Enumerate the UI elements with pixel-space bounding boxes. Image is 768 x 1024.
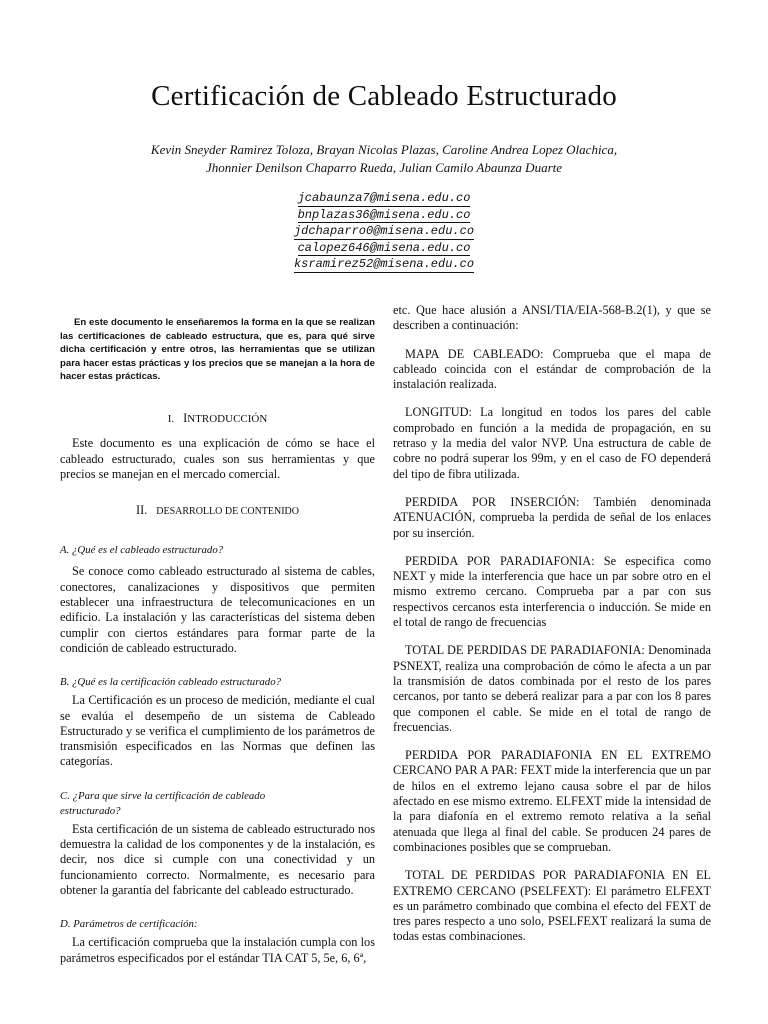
email-list <box>0 190 768 273</box>
subsection-heading-b: B. ¿Qué es la certificación cableado estructurado? <box>60 676 281 689</box>
email-link[interactable]: calopez646@misena.edu.co <box>297 240 471 255</box>
section-title: DESARROLLO DE CONTENIDO <box>156 506 300 518</box>
author-line: Kevin Sneyder Ramirez Toloza, Brayan Nicolas Plazas, Caroline Andrea Lopez Olachica, <box>150 142 618 157</box>
subsection-heading-a: A. ¿Qué es el cableado estructurado? <box>60 544 224 557</box>
author-line: Jhonnier Denilson Chaparro Rueda, Julian Camilo Abaunza Duarte <box>205 159 563 175</box>
paragraph: TOTAL DE PERDIDAS DE PARADIAFONIA: Denominada PSNEXT, realiza una comprobación de cómo le afecta a un par la transmisión de datos combinada por el resto de los pares cercanos, por tanto se deberá realizar para a par con los 8 pares que componen el cable. Se mide en el total de rango de frecuencias. <box>393 643 711 734</box>
author-list <box>0 141 768 176</box>
email-link[interactable]: bnplazas36@misena.edu.co <box>297 207 471 222</box>
section-number: I. <box>167 412 175 425</box>
paragraph: etc. Que hace alusión a ANSI/TIA/EIA-568-B.2(1), y que se describen a continuación: <box>393 303 711 333</box>
paragraph: PERDIDA POR PARADIAFONIA EN EL EXTREMO CERCANO PAR A PAR: FEXT mide la interferencia que un par de hilos en el extremo lejano causa sobre el par de hilos afectado en ese mismo extremo. ELFEXT mide la intensidad de la para diafonía en el extremo remoto relativa a la señal atenuada que llega al final del cable. Se producen 24 pares de combinaciones posibles que se comprueban. <box>393 748 711 854</box>
section-title: INTRODUCCIÓN <box>183 410 268 425</box>
email-link[interactable]: ksramirez52@misena.edu.co <box>293 257 475 271</box>
section-heading-development <box>60 503 375 519</box>
subsection-heading-d: D. Parámetros de certificación: <box>60 918 198 931</box>
section-heading-introduction <box>60 411 375 427</box>
email-link[interactable]: jdchaparro0@misena.edu.co <box>293 224 475 238</box>
paper-title: Certificación de Cableado Estructurado <box>151 80 617 112</box>
right-column <box>393 303 711 958</box>
introduction-paragraph: Este documento es una explicación de cómo se hace el cableado estructurado, cuales son sus herramientas y que precios se manejan en el mercado comercial. <box>60 436 375 481</box>
paragraph: MAPA DE CABLEADO: Comprueba que el mapa de cableado coincida con el estándar de comprobación de la instalación realizada. <box>393 346 711 392</box>
subsection-c-paragraph: Esta certificación de un sistema de cableado estructurado nos demuestra la calidad de los componentes y de la instalación, es decir, nos dice si cumple con una conectividad y un funcionamiento correcto. Normalmente, es necesario para obtener la garantía del fabricante del cableado estructurado. <box>60 821 375 897</box>
subsection-heading-c: C. ¿Para que sirve la certificación de cableado estructurado? <box>60 789 266 817</box>
section-number: II. <box>135 503 148 518</box>
subsection-b-paragraph: La Certificación es un proceso de medición, mediante el cual se evalúa el desempeño de un sistema de Cableado Estructurado y se verifica el cumplimiento de los parámetros de transmisión especificados en las Normas que definen las categorías. <box>60 693 375 769</box>
paragraph: LONGITUD: La longitud en todos los pares del cable comprobado en función a la medida de propagación, en su retraso y la media del valor NVP. Una estructura de cable de cobre no podrá superar los 99m, y en el caso de FO dependerá del tipo de fibra utilizada. <box>393 405 711 481</box>
left-column <box>60 316 375 966</box>
subsection-d-paragraph: La certificación comprueba que la instalación cumpla con los parámetros especificados por el estándar TIA CAT 5, 5e, 6, 6ª, <box>60 935 375 965</box>
subsection-a-paragraph: Se conoce como cableado estructurado al sistema de cables, conectores, canalizaciones y dispositivos que permiten establecer una infraestructura de telecomunicaciones en un edificio. La instalación y las características del sistema deben cumplir con ciertos estándares para formar parte de la condición de cableado estructurado. <box>60 564 375 655</box>
paragraph: PERDIDA POR PARADIAFONIA: Se especifica como NEXT y mide la interferencia que hace un par sobre otro en el mismo extremo cercano. Comprueba par a par con sus respectivos cercanos esta interferencia o inducción. Se mide en el total de rango de frecuencias <box>393 553 711 630</box>
email-link[interactable]: jcabaunza7@misena.edu.co <box>297 191 471 205</box>
paragraph: PERDIDA POR INSERCIÓN: También denominada ATENUACIÓN, comprueba la perdida de señal de los enlaces por su inserción. <box>393 494 711 540</box>
paragraph: TOTAL DE PERDIDAS POR PARADIAFONIA EN EL EXTREMO CERCANO (PSELFEXT): El parámetro ELFEXT es un parámetro combinado que combina el efecto del FEXT de tres pares respecto a uno solo, PSELFEXT realizará la suma de todas estas combinaciones. <box>393 868 711 944</box>
abstract: En este documento le enseñaremos la forma en la que se realizan las certificaciones de cableado estructura, que es, para qué sirve dicha certificación y entre otros, las herramientas que se utilizan para hacer estas prácticas y los precios que se manejan a la hora de hacer estas prácticas. <box>60 317 375 383</box>
